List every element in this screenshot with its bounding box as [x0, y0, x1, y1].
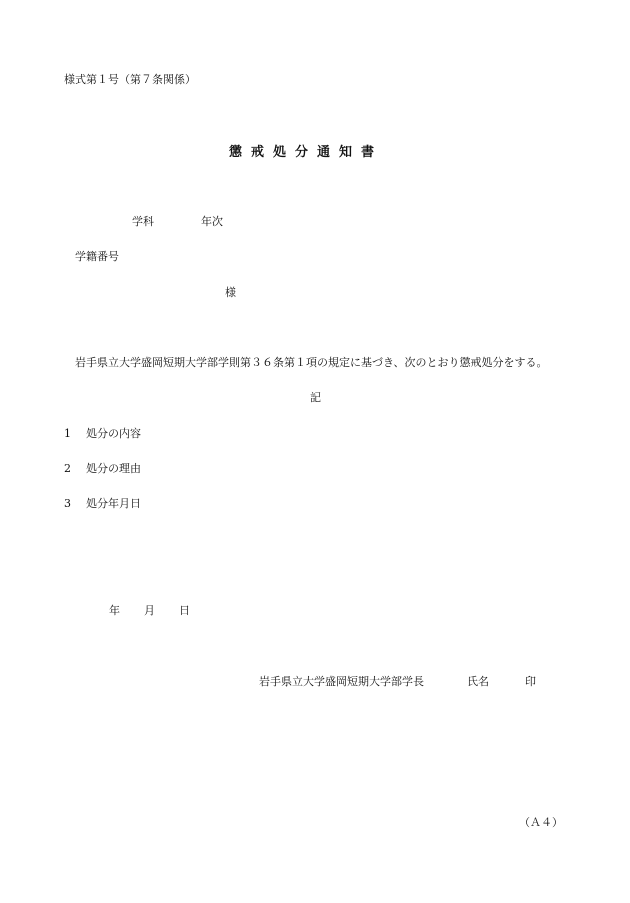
item-3-label: 処分年月日: [86, 497, 141, 510]
date-year-label: 年: [109, 604, 120, 617]
item-2-label: 処分の理由: [86, 462, 141, 475]
item-1-number: 1: [64, 427, 71, 440]
document-title: 懲戒処分通知書: [229, 145, 384, 160]
issuer-label: 岩手県立大学盛岡短期大学部学長: [259, 675, 424, 688]
item-2-number: 2: [64, 462, 71, 475]
department-label: 学科: [132, 215, 154, 228]
year-label: 年次: [201, 215, 223, 228]
item-3-number: 3: [64, 497, 71, 510]
ki-label: 記: [310, 391, 321, 404]
date-month-label: 月: [144, 604, 155, 617]
form-number-label: 様式第１号（第７条関係）: [64, 73, 196, 86]
honorific-label: 様: [225, 286, 236, 299]
student-number-label: 学籍番号: [75, 250, 119, 263]
seal-label: 印: [525, 675, 536, 688]
paper-size-label: （Ａ４）: [519, 816, 563, 829]
name-label: 氏名: [467, 675, 489, 688]
body-text: 岩手県立大学盛岡短期大学部学則第３６条第１項の規定に基づき、次のとおり懲戒処分をする。: [75, 356, 548, 369]
item-1-label: 処分の内容: [86, 427, 141, 440]
date-day-label: 日: [179, 604, 190, 617]
